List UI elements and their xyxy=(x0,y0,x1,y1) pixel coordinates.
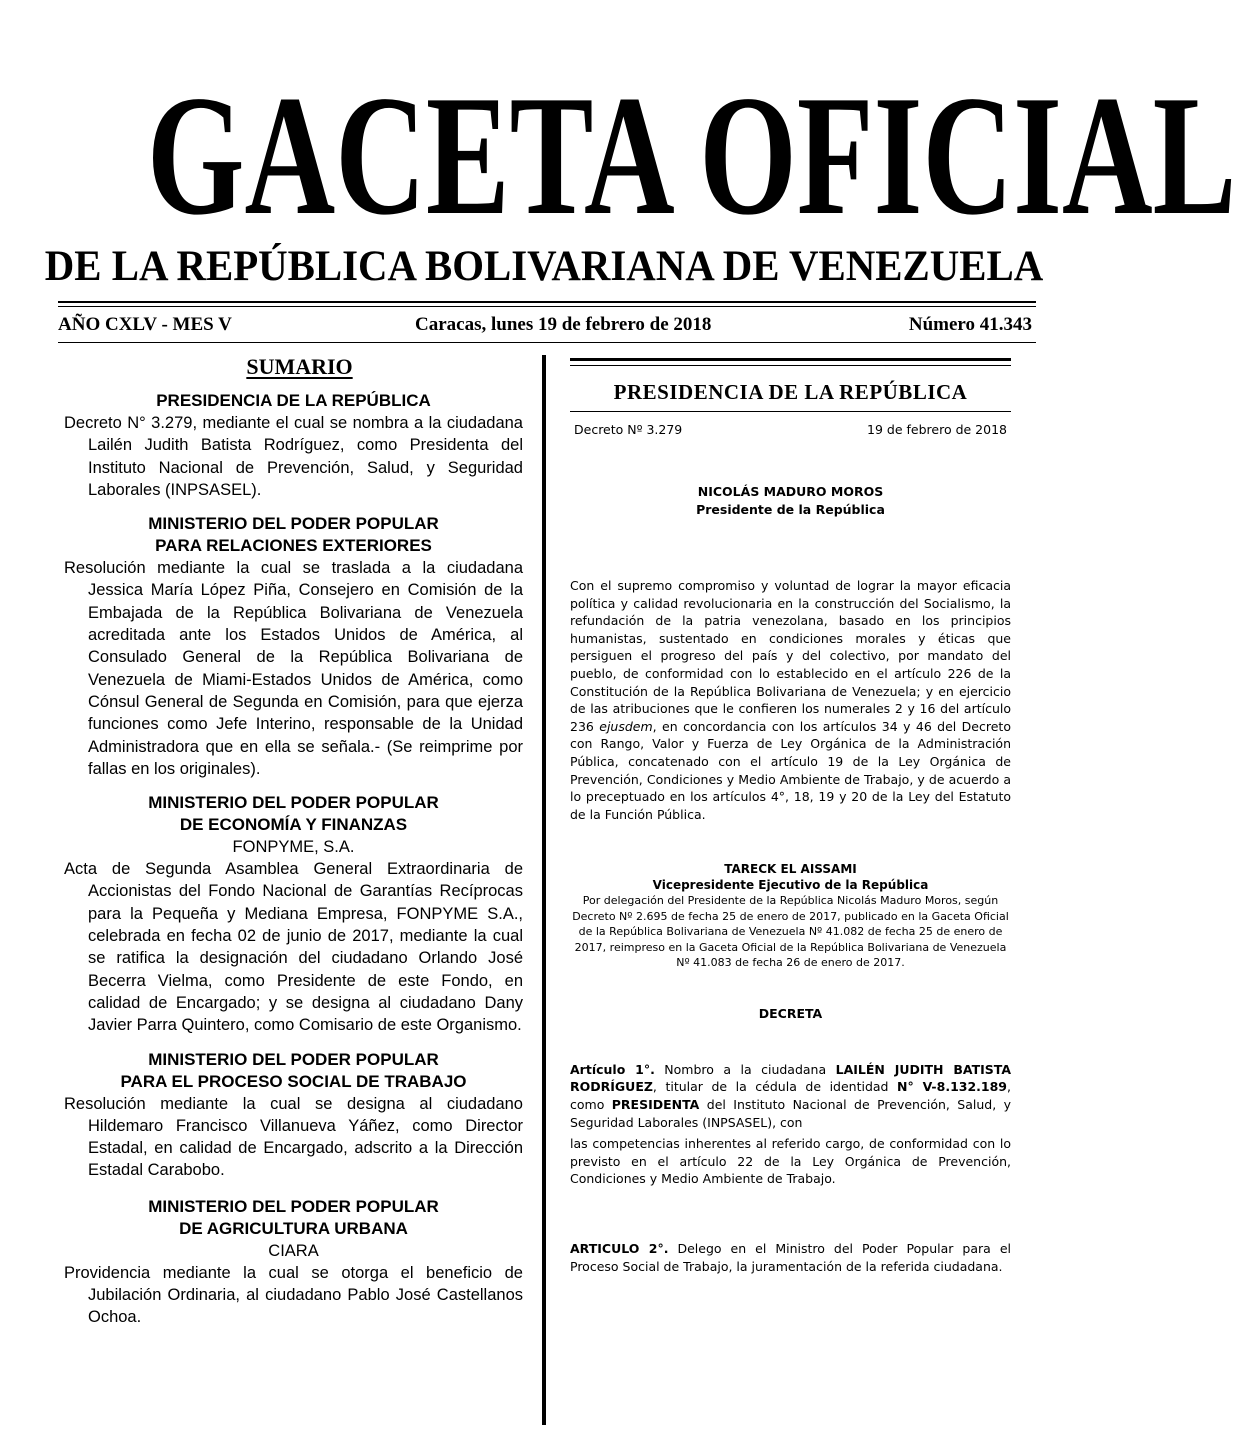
article-1-label: Artículo 1°. xyxy=(570,1061,655,1077)
decreta-heading: DECRETA xyxy=(758,1005,823,1021)
preamble-text: Con el supremo compromiso y voluntad de lograr la mayor eficacia política y calidad revolucionaria en la construcción del Socialismo, la refundación de la patria venezolana, basado en los principios humanistas, sustentado en condiciones morales y éticas que persiguen el progreso del país y del colectivo, por mandato del pueblo, de conformidad con lo establecido en el artículo 226 de la Constitución de la República Bolivariana de Venezuela; y en ejercicio de las atribuciones que le confieren los numerales 2 y 16 del artículo 236 xyxy=(570,578,1011,734)
section-subheading: CIARA xyxy=(268,1241,319,1260)
gazette-title: GACETA OFICIAL xyxy=(146,61,1236,251)
vicepresident-title: Vicepresidente Ejecutivo de la República xyxy=(652,878,929,893)
issue-date: Caracas, lunes 19 de febrero de 2018 xyxy=(415,314,712,335)
decree-date: 19 de febrero de 2018 xyxy=(867,422,1007,437)
sumario-section xyxy=(64,1049,523,1182)
sumario-title: SUMARIO xyxy=(246,354,353,379)
column-divider xyxy=(542,355,546,1425)
article-1 xyxy=(570,1061,1011,1131)
dateline-rule xyxy=(58,342,1036,343)
decree-header-rule xyxy=(570,411,1011,412)
section-heading: DE ECONOMÍA Y FINANZAS xyxy=(179,815,408,835)
section-heading: PARA RELACIONES EXTERIORES xyxy=(155,536,432,556)
sumario-section xyxy=(64,390,523,501)
masthead-rule-thin xyxy=(58,306,1036,307)
decree-column xyxy=(570,352,1011,1275)
preamble-text: , en concordancia con los artículos 34 y 46 del Decreto con Rango, Valor y Fuerza de Ley Orgánica de la Administración Pública, concatenado con el artículo 19 de la Ley Orgánica de Prevención, Condiciones y Medio Ambiente de Trabajo, y de acuerdo a lo preceptuado en los artículos 4°, 18, 19 y 20 de la Ley del Estatuto de la Función Pública. xyxy=(570,718,1011,822)
gazette-subtitle: DE LA REPÚBLICA BOLIVARIANA DE VENEZUELA xyxy=(44,243,1044,290)
vicepresident-signature xyxy=(570,861,1011,971)
section-heading: PARA EL PROCESO SOCIAL DE TRABAJO xyxy=(120,1071,467,1091)
decree-header: PRESIDENCIA DE LA REPÚBLICA xyxy=(613,380,968,404)
president-title: Presidente de la República xyxy=(696,502,885,517)
appointee-name: LAILÉN JUDITH BATISTA RODRÍGUEZ xyxy=(570,1061,1012,1095)
masthead-rule xyxy=(58,301,1036,303)
decree-top-rule xyxy=(570,358,1011,361)
issue-year: AÑO CXLV - MES V xyxy=(58,314,232,335)
section-heading: MINISTERIO DEL PODER POPULAR xyxy=(148,1196,439,1216)
section-heading: MINISTERIO DEL PODER POPULAR xyxy=(148,514,439,534)
article-text: Nombro a la ciudadana xyxy=(654,1061,836,1077)
section-heading: MINISTERIO DEL PODER POPULAR xyxy=(148,793,439,813)
decree-meta xyxy=(570,422,1011,437)
sumario-column xyxy=(64,352,523,1329)
article-2 xyxy=(570,1240,1011,1275)
president-name: NICOLÁS MADURO MOROS xyxy=(697,484,884,499)
sumario-section xyxy=(64,513,523,780)
section-heading: MINISTERIO DEL PODER POPULAR xyxy=(148,1049,439,1069)
preamble-emphasis: ejusdem xyxy=(599,718,653,734)
section-heading: DE AGRICULTURA URBANA xyxy=(179,1218,408,1238)
article-text: Delego en el Ministro del Poder Popular para el Proceso Social de Trabajo, la juramentación de la referida ciudadana. xyxy=(570,1240,1011,1274)
section-subheading: FONPYME, S.A. xyxy=(232,838,355,857)
delegation-note: Por delegación del Presidente de la República Nicolás Maduro Moros, según Decreto Nº 2.695 de fecha 25 de enero de 2017, publicado en la Gaceta Oficial de la República Bolivariana de Venezuela Nº 41.082 de fecha 25 de enero de 2017, reimpreso en la Gaceta Oficial de la República Bolivariana de Venezuela Nº 41.083 de fecha 26 de enero de 2017. xyxy=(572,894,1009,970)
section-entry: Acta de Segunda Asamblea General Extraordinaria de Accionistas del Fondo Nacional de Garantías Recíprocas para la Pequeña y Mediana Empresa, FONPYME S.A., celebrada en fecha 02 de junio de 2017, mediante la cual se ratifica la designación del ciudadano Orlando José Becerra Vielma, como Presidente de este Fondo, en calidad de Encargado; y se designa al ciudadano Dany Javier Parra Quintero, como Comisario de este Organismo. xyxy=(64,860,523,1035)
section-heading: PRESIDENCIA DE LA REPÚBLICA xyxy=(156,391,431,410)
sumario-section xyxy=(64,1196,523,1329)
decree-number: Decreto Nº 3.279 xyxy=(574,422,683,437)
section-entry: Decreto N° 3.279, mediante el cual se nombra a la ciudadana Lailén Judith Batista Rodríguez, como Presidenta del Instituto Nacional de Prevención, Salud, y Seguridad Laborales (INPSASEL). xyxy=(64,414,523,499)
vicepresident-name: TARECK EL AISSAMI xyxy=(724,862,857,877)
issue-number: Número 41.343 xyxy=(908,314,1032,335)
masthead xyxy=(0,61,1236,290)
decree-top-rule-thin xyxy=(570,365,1011,366)
appointee-role: PRESIDENTA xyxy=(611,1097,700,1112)
article-text: del Instituto Nacional de Prevención, Salud, y Seguridad Laborales (INPSASEL), con xyxy=(570,1097,1011,1130)
section-entry: Providencia mediante la cual se otorga el beneficio de Jubilación Ordinaria, al ciudadano Pablo José Castellanos Ochoa. xyxy=(64,1263,523,1327)
article-text: , como xyxy=(570,1079,1011,1112)
decree-preamble xyxy=(570,577,1011,823)
article-2-label: ARTICULO 2°. xyxy=(570,1240,669,1256)
president-signature xyxy=(570,483,1011,519)
sumario-section xyxy=(64,792,523,1036)
article-text: , titular de la cédula de identidad xyxy=(652,1079,898,1095)
article-1-continued: las competencias inherentes al referido cargo, de conformidad con lo previsto en el artículo 22 de la Ley Orgánica de Prevención, Condiciones y Medio Ambiente de Trabajo. xyxy=(570,1136,1011,1187)
section-entry: Resolución mediante la cual se traslada a la ciudadana Jessica María López Piña, Consejero en Comisión de la Embajada de la República Bolivariana de Venezuela acreditada ante los Estados Unidos de América, al Consulado General de la República Bolivariana de Venezuela de Miami-Estados Unidos de América, como Cónsul General de Segunda en Comisión, para que ejerza funciones como Jefe Interino, responsable de la Unidad Administradora que en ella se señala.- (Se reimprime por fallas en los originales). xyxy=(64,559,523,778)
appointee-id: N° V-8.132.189 xyxy=(897,1079,1007,1095)
section-entry: Resolución mediante la cual se designa al ciudadano Hildemaro Francisco Villanueva Yáñez, como Director Estadal, en calidad de Encargado, adscrito a la Dirección Estadal Carabobo. xyxy=(64,1094,523,1180)
